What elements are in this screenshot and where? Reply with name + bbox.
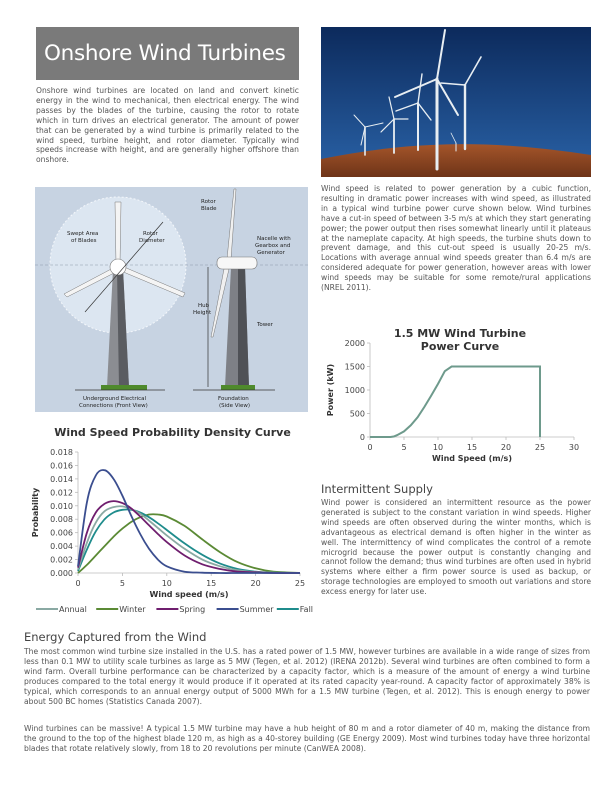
x-tick-label: 5 [401,443,407,452]
power-curve-chart [320,325,590,470]
series-line-spring [78,501,300,573]
diagram-label-rotor-blade: Rotor [201,199,216,205]
svg-text:Height: Height [193,310,212,316]
legend-label-winter: Winter [119,605,146,614]
diagram-label-swept: Swept Area [67,231,99,237]
y-tick-label: 0.014 [50,474,73,484]
y-tick-label: 1000 [344,386,365,395]
diagram-label-tower: Tower [257,322,273,328]
y-tick-label: 0.006 [50,528,73,538]
energy-heading: Energy Captured from the Wind [24,630,207,644]
wind-farm-photo [321,27,591,177]
x-axis-label: Wind Speed (m/s) [432,454,512,463]
probability-density-chart [30,422,315,622]
turbine-diagram [35,187,308,412]
x-tick-label: 15 [466,443,478,452]
x-tick-label: 0 [75,579,81,588]
x-tick-label: 10 [432,443,444,452]
intermittent-paragraph: Wind power is considered an intermittent resource as the power generated is subject to the constant variation in wind speeds. Higher wind speeds are often observed during the winter months, which is advantageous as electrical demand is often higher in the winter as well. The intermittency of wind complicates the control of a remote microgrid because the power output is constantly changing and cannot follow the demand; thus wind turbines are often used in hybrid systems where either a firm power source is used as backup, or storage technologies are employed to smooth out variations and store excess energy for later use. [321,498,591,597]
legend-label-fall: Fall [299,605,314,614]
legend-label-summer: Summer [239,605,274,614]
diagram-label-underground: Underground Electrical [83,396,147,402]
svg-text:Blade: Blade [201,206,217,212]
legend-label-annual: Annual [59,605,87,614]
y-axis-label: Power (kW) [326,363,335,417]
y-tick-label: 0.018 [50,448,73,457]
diagram-label-nacelle: Nacelle with [257,236,291,242]
y-tick-label: 0.004 [50,542,73,552]
y-axis-label: Probability [31,487,40,538]
diagram-label-foundation: Foundation [218,396,249,402]
power-curve-plot [320,325,590,470]
power-paragraph: Wind speed is related to power generation by a cubic function, resulting in dramatic power increases with wind speed, as illustrated in a typical wind turbine power curve shown below. Wind turbines have a cut-in speed of between 3-5 m/s at which they start generating power; the power output then rises somewhat linearly until it plateaus at the nameplate capacity. At high speeds, the turbine shuts down to prevent damage, and this cut-out speed is usually 20-25 m/s. Locations with average annual wind speeds greater than 6.4 m/s are considered adequate for power generation, however areas with lower wind speeds may be suitable for some remote/rural applications (NREL 2011). [321,184,591,293]
x-tick-label: 0 [367,443,373,452]
x-tick-label: 30 [568,443,580,452]
y-tick-label: 0.010 [50,501,73,511]
x-tick-label: 10 [161,579,172,588]
x-axis-label: Wind speed (m/s) [149,590,229,599]
y-tick-label: 0.002 [50,555,73,565]
x-tick-label: 20 [500,443,512,452]
page-title: Onshore Wind Turbines [44,41,286,66]
diagram-label-hub-height: Hub [198,303,210,309]
y-tick-label: 0.008 [50,515,73,525]
power-chart-title: 1.5 MW Wind Turbine Power Curve [393,327,527,353]
series-line-winter [78,514,300,573]
x-tick-label: 25 [294,579,306,588]
energy-paragraph-1: The most common wind turbine size installed in the U.S. has a rated power of 1.5 MW, however turbines are available in a wide range of sizes from less than 0.1 MW to utility scale turbines as large as 5 MW (Tegen, et al. 2012) (IRENA 2012b). Several wind turbines are often combined to form a wind farm. Overall turbine performance can be characterized by a capacity factor, which is a measure of the amount of energy a wind turbine produces compared to the total energy it would produce if it operated at its rated capacity year-round. A capacity factor of approximately 38% is typical, which corresponds to an annual energy output of 5000 MWh for a 1.5 MW turbine (Tegen, et al. 2012). This is enough energy to power about 500 BC homes (Statistics Canada 2007). [24,647,590,706]
y-tick-label: 1500 [344,362,365,372]
intermittent-heading: Intermittent Supply [321,482,433,496]
x-tick-label: 5 [119,579,125,588]
svg-text:of Blades: of Blades [71,238,97,244]
y-tick-label: 2000 [344,339,365,348]
svg-text:Diameter: Diameter [139,238,165,244]
svg-text:Generator: Generator [257,250,285,256]
probability-density-plot [30,422,315,622]
y-tick-label: 0.000 [50,569,73,578]
pdf-chart-title: Wind Speed Probability Density Curve [54,426,291,439]
x-tick-label: 25 [534,443,546,452]
y-tick-label: 500 [349,409,365,419]
svg-text:Connections (Front View): Connections (Front View) [79,403,148,409]
y-tick-label: 0 [359,433,365,442]
y-tick-label: 0.016 [50,461,73,471]
legend-label-spring: Spring [179,605,206,614]
y-tick-label: 0.012 [50,488,73,498]
svg-text:(Side View): (Side View) [219,403,250,409]
svg-text:Gearbox and: Gearbox and [255,243,291,249]
energy-paragraph-2: Wind turbines can be massive! A typical 1.5 MW turbine may have a hub height of 80 m and a rotor diameter of 40 m, making the distance from the ground to the top of the highest blade 120 m, as high as a 40-storey building (GE Energy 2009). Most wind turbines today have three horizontal blades that rotate relatively slowly, from 18 to 20 revolutions per minute (CanWEA 2008). [24,724,590,753]
intro-paragraph: Onshore wind turbines are located on land and convert kinetic energy in the wind to mechanical, then electrical energy. The wind passes by the blades of the turbine, causing the rotor to rotate which in turn drives an electrical generator. The amount of power that can be generated by a wind turbine is primarily related to the wind speed, turbine height, and rotor diameter. Typically wind speeds increase with height, and are generally higher offshore than onshore. [36,86,299,165]
power-curve-line [370,367,540,438]
x-tick-label: 20 [250,579,261,588]
page-title-banner [36,27,299,80]
x-tick-label: 15 [206,579,217,588]
diagram-label-rotor-diameter: Rotor [143,231,158,237]
series-line-fall [78,510,300,574]
